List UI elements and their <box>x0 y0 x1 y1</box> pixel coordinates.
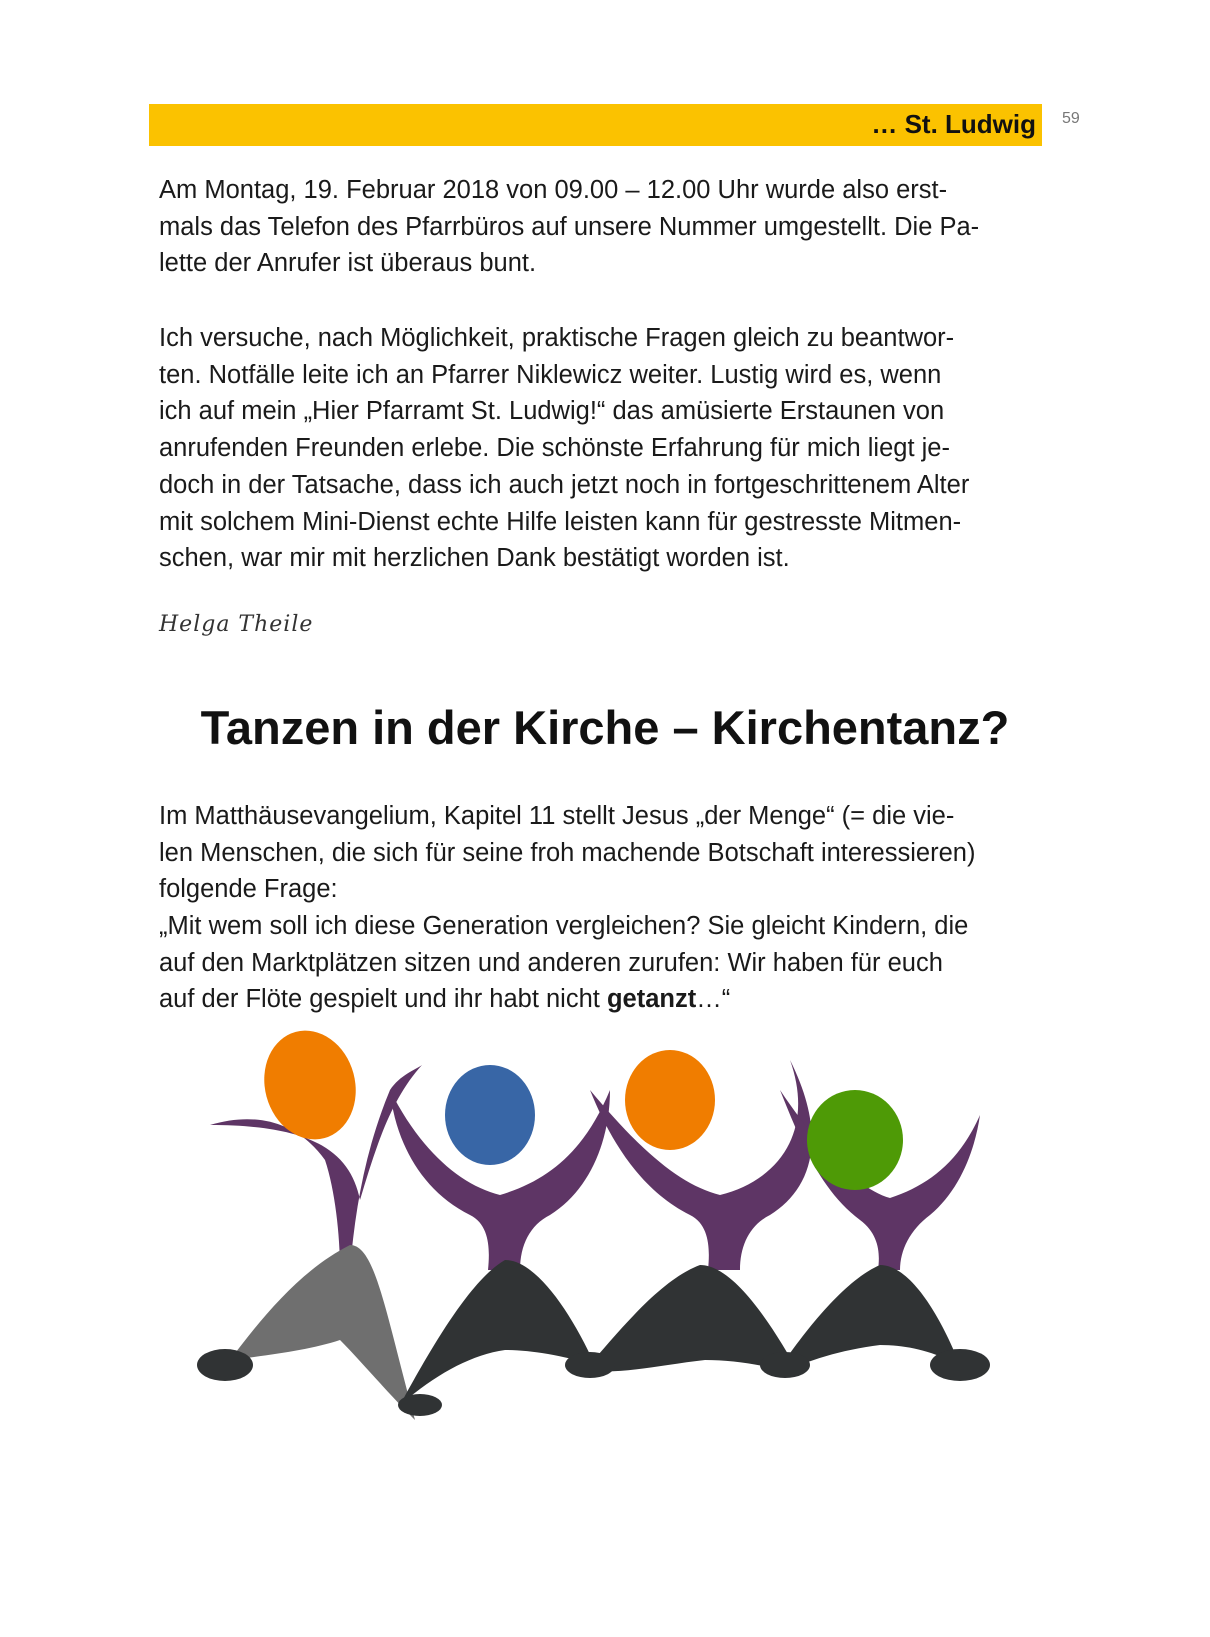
header-bar <box>149 104 1042 146</box>
dancing-figures-illustration <box>190 1030 1030 1480</box>
article1-paragraph-1: Am Montag, 19. Februar 2018 von 09.00 – 12.00 Uhr wurde also erst- mals das Telefon des Pfarrbüros auf unsere Nummer umgestellt. Die Pa- lette der Anrufer ist überaus bunt. <box>159 176 980 278</box>
article2-intro: Im Matthäusevangelium, Kapitel 11 stellt Jesus „der Menge“ (= die vie- len Menschen, die sich für seine froh machende Botschaft interessieren) folgende Frage: <box>159 802 976 904</box>
figure-2-legs <box>400 1260 595 1405</box>
foot-5 <box>930 1349 990 1381</box>
author-signature: Helga Theile <box>159 612 314 637</box>
figure-1-legs <box>230 1245 415 1420</box>
figure-3-head <box>625 1050 715 1150</box>
figure-2-head <box>445 1065 535 1165</box>
article1-paragraph-2: Ich versuche, nach Möglichkeit, praktische Fragen gleich zu beantwor- ten. Notfälle leite ich an Pfarrer Niklewicz weiter. Lustig wird es, wenn ich auf mein „Hier Pfarramt St. Ludwig!“ das amüsierte Erstaunen von anrufenden Freunden erlebe. Die schönste Erfahrung für mich liegt je- doch in der Tatsache, dass ich auch jetzt noch in fortgeschrittenem Alter mit solchem Mini-Dienst echte Hilfe leisten kann für gestresste Mitmen- schen, war mir mit herzlichen Dank bestätigt worden ist. <box>159 324 970 573</box>
article2-title: Tanzen in der Kirche – Kirchentanz? <box>200 701 1010 754</box>
figure-1-head <box>252 1030 367 1150</box>
quote-bold-word: getanzt <box>606 985 697 1014</box>
quote-text: „Mit wem soll ich diese Generation vergleichen? Sie gleicht Kindern, die auf den Marktplätzen sitzen und anderen zurufen: Wir haben für euch auf der Flöte gespielt und ihr habt nicht <box>159 912 969 1014</box>
quote-end: …“ <box>696 985 731 1014</box>
article2-quote <box>159 908 1049 1018</box>
foot-2 <box>398 1394 442 1416</box>
foot-4 <box>760 1352 810 1378</box>
foot-1 <box>197 1349 253 1381</box>
figure-4-head <box>807 1090 903 1190</box>
page-number: 59 <box>1062 110 1080 127</box>
section-header-title: … St. Ludwig <box>871 109 1036 139</box>
foot-3 <box>565 1352 615 1378</box>
